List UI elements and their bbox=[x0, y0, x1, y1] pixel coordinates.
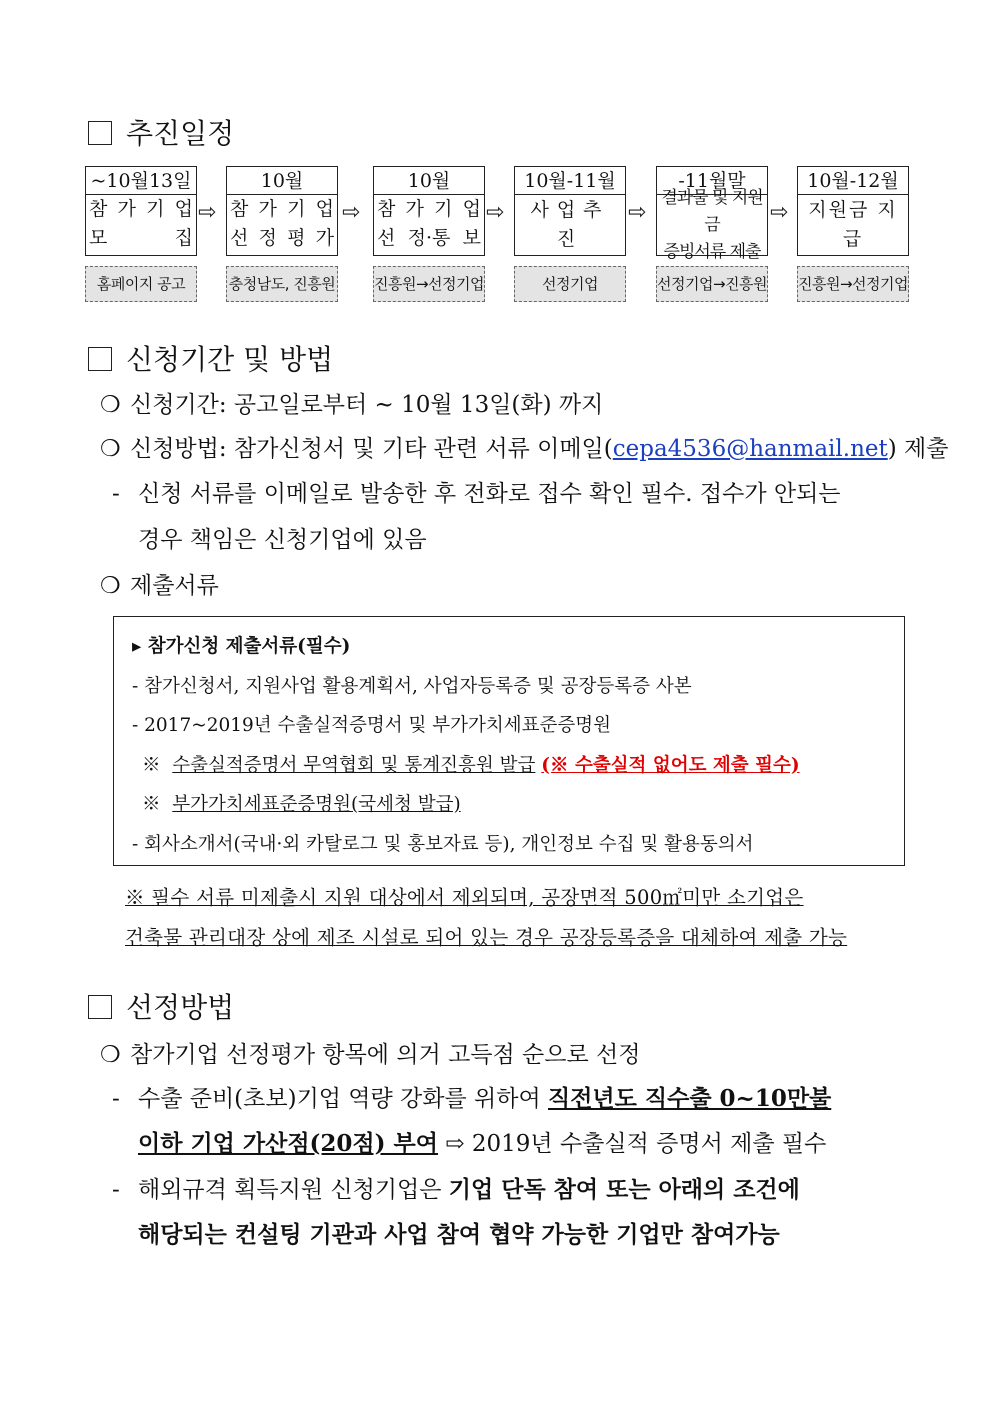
step-owner: 진흥원→선정기업 bbox=[797, 266, 909, 302]
schedule-step-2 bbox=[226, 166, 338, 302]
step-owner: 선정기업→진흥원 bbox=[656, 266, 768, 302]
step-task: 참 가 기 업 선 정·통 보 bbox=[373, 194, 485, 256]
selection-line2: - 수출 준비(초보)기업 역량 강화를 위하여 직전년도 직수출 0~10만불 bbox=[112, 1085, 832, 1112]
selection-line4: - 해외규격 획득지원 신청기업은 기업 단독 참여 또는 아래의 조건에 bbox=[112, 1176, 800, 1203]
step-date: 10월-11월 bbox=[514, 166, 626, 194]
section-title-apply: 신청기간 및 방법 bbox=[88, 338, 333, 378]
apply-sub-line1: - 신청 서류를 이메일로 발송한 후 전화로 접수 확인 필수. 접수가 안되는 bbox=[112, 481, 841, 507]
circle-bullet-icon: ❍ bbox=[100, 573, 121, 599]
step-date: ~10월13일 bbox=[85, 166, 197, 194]
step-owner: 홈페이지 공고 bbox=[85, 266, 197, 302]
section-title-schedule: 추진일정 bbox=[88, 112, 234, 152]
step-owner: 진흥원→선정기업 bbox=[373, 266, 485, 302]
checkbox-square-icon bbox=[88, 121, 112, 145]
arrow-right-icon: ⇨ bbox=[628, 200, 647, 225]
step-date: 10월 bbox=[373, 166, 485, 194]
step-date: -11월말 bbox=[656, 166, 768, 194]
circle-bullet-icon: ❍ bbox=[100, 436, 121, 462]
step-owner: 선정기업 bbox=[514, 266, 626, 302]
docs-item-3: - 회사소개서(국내·외 카탈로그 및 홍보자료 등), 개인정보 수집 및 활용동의서 bbox=[132, 833, 754, 855]
arrow-right-icon: ⇨ bbox=[770, 200, 789, 225]
step-task: 참 가 기 업 선 정 평 가 bbox=[226, 194, 338, 256]
apply-method: ❍ 신청방법: 참가신청서 및 기타 관련 서류 이메일(cepa4536@hanmail.net) 제출 bbox=[100, 436, 949, 462]
step-task bbox=[85, 194, 197, 256]
email-link[interactable]: cepa4536@hanmail.net bbox=[612, 436, 888, 462]
schedule-step-3 bbox=[373, 166, 485, 302]
footnote-line2: 건축물 관리대장 상에 제조 시설로 되어 있는 경우 공장등록증을 대체하여 제출 가능 bbox=[125, 926, 848, 949]
arrow-right-icon: ⇨ bbox=[342, 200, 361, 225]
step-task: 지원금 지급 bbox=[797, 194, 909, 256]
circle-bullet-icon: ❍ bbox=[100, 1042, 121, 1068]
docs-heading: ▸ 참가신청 제출서류(필수) bbox=[132, 636, 351, 657]
selection-line5: 해당되는 컨설팅 기관과 사업 참여 협약 가능한 기업만 참여가능 bbox=[138, 1221, 780, 1248]
step-owner: 충청남도, 진흥원 bbox=[226, 266, 338, 302]
apply-docs-label: ❍ 제출서류 bbox=[100, 573, 219, 599]
docs-item-1: - 참가신청서, 지원사업 활용계획서, 사업자등록증 및 공장등록증 사본 bbox=[132, 675, 692, 697]
selection-line1: ❍ 참가기업 선정평가 항목에 의거 고득점 순으로 선정 bbox=[100, 1042, 641, 1068]
checkbox-square-icon bbox=[88, 995, 112, 1019]
footnote-line1: ※ 필수 서류 미제출시 지원 대상에서 제외되며, 공장면적 500㎡미만 소기업은 bbox=[125, 886, 804, 909]
step-task: 사업추진 bbox=[514, 194, 626, 256]
step-date: 10월-12월 bbox=[797, 166, 909, 194]
step-task: 결과물 및 지원금 증빙서류 제출 bbox=[656, 194, 768, 256]
step-date: 10월 bbox=[226, 166, 338, 194]
dash-bullet: - bbox=[112, 1177, 120, 1203]
schedule-step-1 bbox=[85, 166, 197, 302]
checkbox-square-icon bbox=[88, 347, 112, 371]
apply-period: ❍ 신청기간: 공고일로부터 ~ 10월 13일(화) 까지 bbox=[100, 392, 604, 418]
apply-sub-line2: 경우 책임은 신청기업에 있음 bbox=[138, 527, 427, 553]
dash-bullet: - bbox=[112, 1086, 120, 1112]
selection-line3: 이하 기업 가산점(20점) 부여 ⇨ 2019년 수출실적 증명서 제출 필수 bbox=[138, 1130, 827, 1157]
dash-bullet: - bbox=[112, 481, 120, 507]
schedule-step-6 bbox=[797, 166, 909, 302]
schedule-step-5 bbox=[656, 166, 768, 302]
arrow-right-icon: ⇨ bbox=[198, 200, 217, 225]
arrow-right-icon: ⇨ bbox=[437, 1131, 472, 1157]
circle-bullet-icon: ❍ bbox=[100, 392, 121, 418]
docs-note-2: ※ 부가가치세표준증명원(국세청 발급) bbox=[142, 794, 461, 815]
docs-note-1: ※ 수출실적증명서 무역협회 및 통계진흥원 발급 (※ 수출실적 없어도 제출 필수) bbox=[142, 754, 800, 776]
step-task-line1: 참 가 기 업 bbox=[89, 198, 193, 220]
required-docs-box bbox=[113, 616, 905, 866]
step-task-line2: 모 집 bbox=[89, 227, 193, 249]
arrow-right-icon: ⇨ bbox=[486, 200, 505, 225]
schedule-step-4 bbox=[514, 166, 626, 302]
docs-item-2: - 2017~2019년 수출실적증명서 및 부가가치세표준증명원 bbox=[132, 715, 611, 736]
section-title-selection: 선정방법 bbox=[88, 986, 234, 1026]
